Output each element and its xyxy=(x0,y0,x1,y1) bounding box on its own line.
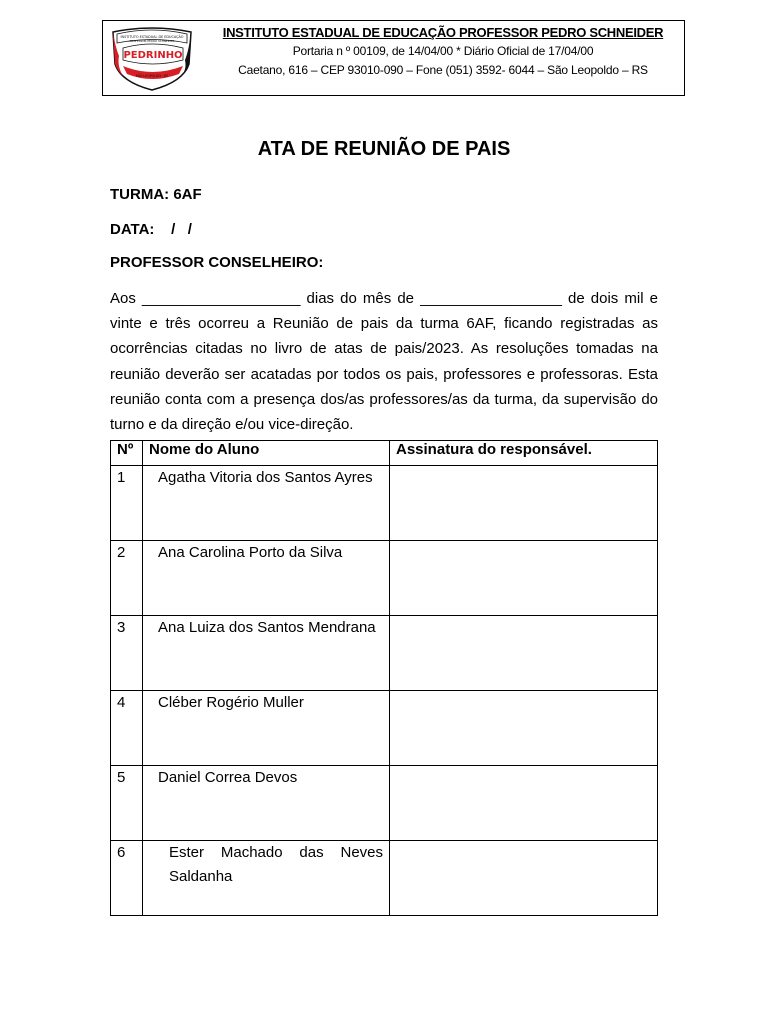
table-row xyxy=(111,841,658,916)
school-logo xyxy=(109,26,195,92)
row-number: 4 xyxy=(111,691,143,766)
svg-text:INSTITUTO ESTADUAL DE EDUCAÇÃO: INSTITUTO ESTADUAL DE EDUCAÇÃO xyxy=(120,35,184,39)
table-row xyxy=(111,466,658,541)
signature-cell xyxy=(390,766,658,841)
row-number: 1 xyxy=(111,466,143,541)
student-name: Daniel Correa Devos xyxy=(158,769,298,786)
signature-table xyxy=(110,440,658,916)
student-name-cell xyxy=(143,466,390,541)
row-number: 6 xyxy=(111,841,143,916)
student-name-cell xyxy=(143,691,390,766)
letterhead xyxy=(102,20,685,96)
header-number: Nº xyxy=(111,441,143,466)
student-name-cell xyxy=(143,841,390,916)
portaria-line: Portaria n º 00109, de 14/04/00 * Diário Oficial de 17/04/00 xyxy=(292,44,594,58)
table-row xyxy=(111,766,658,841)
date-field: DATA: / / xyxy=(110,221,192,238)
signature-cell xyxy=(390,466,658,541)
header-student-name: Nome do Aluno xyxy=(143,441,390,466)
student-name-cell xyxy=(143,541,390,616)
intro-paragraph: Aos ___________________ dias do mês de _________________ de dois mil e vinte e três ocorreu a Reunião de pais da turma 6AF, ficando registradas as ocorrências citadas no livro de atas de pais/2023. As resoluções tomadas na reunião deverão ser acatadas por todos os pais, professores e professoras. Esta reunião conta com a presença dos/as professores/as da turma, da supervisão do turno e da direção e/ou vice-direção. xyxy=(110,290,658,434)
student-name: Ana Carolina Porto da Silva xyxy=(158,544,343,561)
table-row xyxy=(111,541,658,616)
svg-text:SÃO LEOPOLDO - RS: SÃO LEOPOLDO - RS xyxy=(135,74,169,78)
table-row xyxy=(111,616,658,691)
document-title: ATA DE REUNIÃO DE PAIS xyxy=(257,138,511,160)
student-name: Agatha Vitoria dos Santos Ayres xyxy=(158,469,373,486)
table-row xyxy=(111,691,658,766)
student-name: Ana Luiza dos Santos Mendrana xyxy=(158,619,376,636)
header-signature: Assinatura do responsável. xyxy=(390,441,658,466)
institution-name: INSTITUTO ESTADUAL DE EDUCAÇÃO PROFESSOR PEDRO SCHNEIDER xyxy=(222,25,664,40)
svg-text:PEDRINHO: PEDRINHO xyxy=(123,50,183,61)
student-name-cell xyxy=(143,616,390,691)
row-number: 5 xyxy=(111,766,143,841)
address-line: Caetano, 616 – CEP 93010-090 – Fone (051) 3592- 6044 – São Leopoldo – RS xyxy=(238,63,648,77)
table-header-row xyxy=(111,441,658,466)
student-name-cell xyxy=(143,766,390,841)
svg-text:PROFESSOR PEDRO SCHNEIDER: PROFESSOR PEDRO SCHNEIDER xyxy=(129,39,175,43)
student-name: Ester Machado das Neves Saldanha xyxy=(169,844,383,885)
student-name: Cléber Rogério Muller xyxy=(158,694,304,711)
professor-field: PROFESSOR CONSELHEIRO: xyxy=(110,254,324,271)
row-number: 3 xyxy=(111,616,143,691)
row-number: 2 xyxy=(111,541,143,616)
signature-cell xyxy=(390,841,658,916)
signature-cell xyxy=(390,691,658,766)
signature-cell xyxy=(390,541,658,616)
turma-field: TURMA: 6AF xyxy=(110,186,202,203)
signature-cell xyxy=(390,616,658,691)
